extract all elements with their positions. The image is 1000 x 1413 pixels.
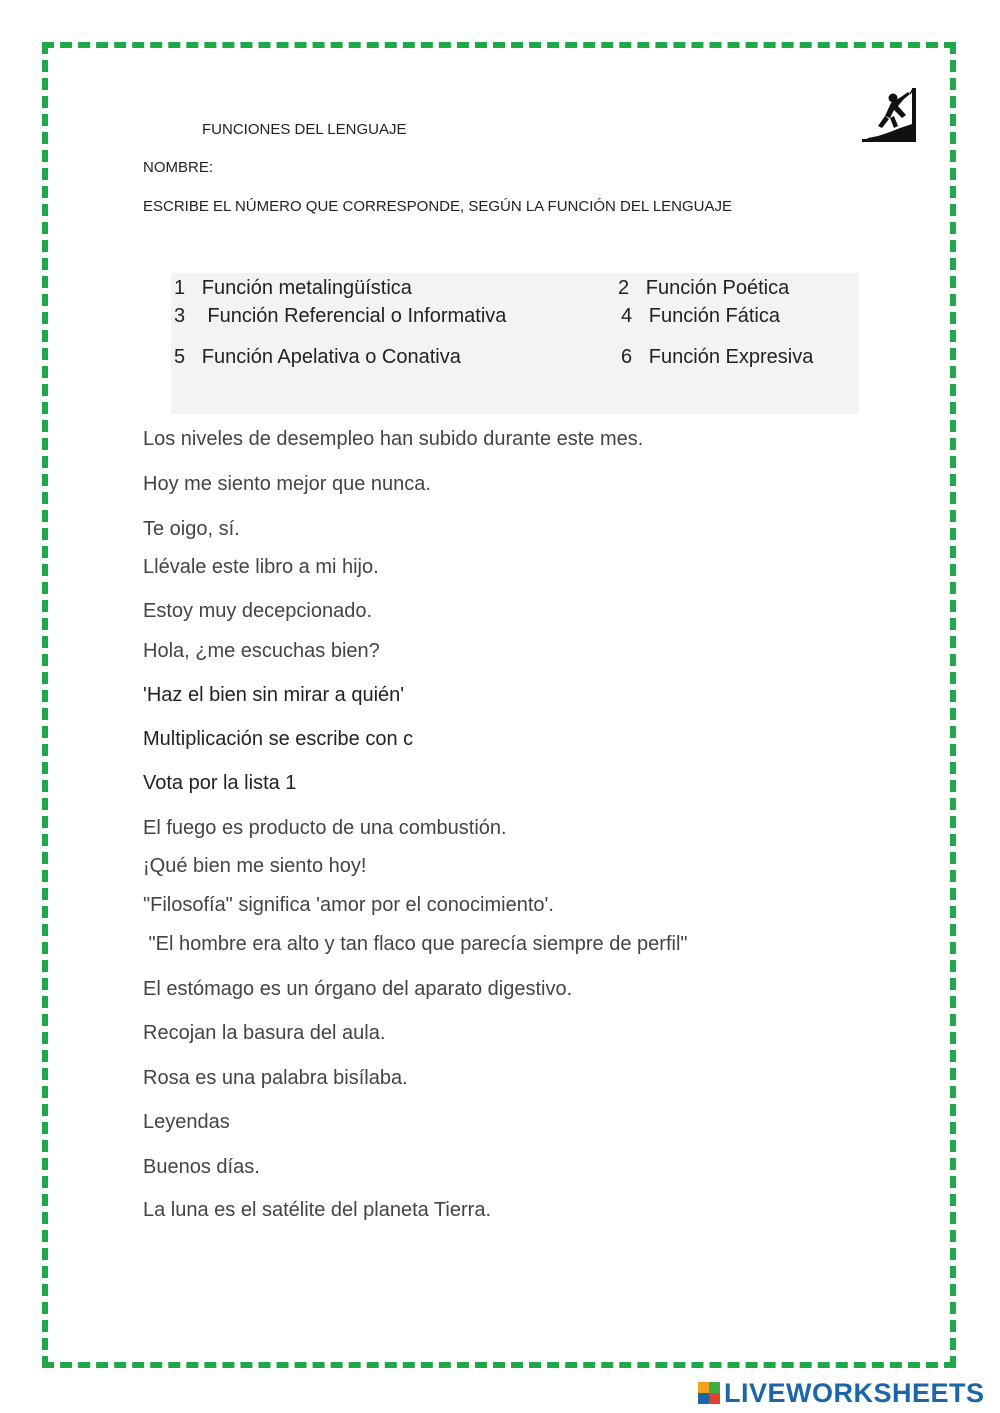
sentence-item: "El hombre era alto y tan flaco que parecía siempre de perfil" <box>143 933 688 955</box>
sentence-item: Rosa es una palabra bisílaba. <box>143 1067 408 1089</box>
sentence-item: Leyendas <box>143 1111 230 1133</box>
sentence-item: Multiplicación se escribe con c <box>143 728 414 750</box>
worksheet-title: FUNCIONES DEL LENGUAJE <box>202 121 407 138</box>
name-label: NOMBRE: <box>143 159 214 176</box>
option-number: 2 <box>618 277 630 299</box>
sentence-item: El fuego es producto de una combustión. <box>143 817 507 839</box>
option-number: 3 <box>174 305 186 327</box>
option-number: 5 <box>174 346 186 368</box>
sentence-item: La luna es el satélite del planeta Tierra. <box>143 1199 491 1221</box>
option-2 <box>618 277 789 300</box>
liveworksheets-logo-icon <box>698 1382 720 1404</box>
option-6 <box>621 346 813 369</box>
option-label: Función Expresiva <box>648 346 814 368</box>
sentence-item: El estómago es un órgano del aparato digestivo. <box>143 978 573 1000</box>
option-3 <box>174 305 506 328</box>
sentence-item: Los niveles de desempleo han subido durante este mes. <box>143 428 644 450</box>
option-label: Función Apelativa o Conativa <box>201 346 461 368</box>
sentence-item: "Filosofía" significa 'amor por el conocimiento'. <box>143 894 554 916</box>
climber-icon <box>860 84 918 144</box>
sentence-item: Hoy me siento mejor que nunca. <box>143 473 431 495</box>
functions-legend <box>171 273 859 414</box>
option-1 <box>174 277 412 300</box>
sentence-item: Llévale este libro a mi hijo. <box>143 556 379 578</box>
option-label: Función metalingüística <box>201 277 412 299</box>
sentence-item: Estoy muy decepcionado. <box>143 600 373 622</box>
option-label: Función Referencial o Informativa <box>207 305 507 327</box>
option-number: 6 <box>621 346 633 368</box>
instructions: ESCRIBE EL NÚMERO QUE CORRESPONDE, SEGÚN LA FUNCIÓN DEL LENGUAJE <box>143 198 733 215</box>
option-label: Función Poética <box>645 277 790 299</box>
sentence-item: 'Haz el bien sin mirar a quién' <box>143 684 405 706</box>
sentence-item: Recojan la basura del aula. <box>143 1022 386 1044</box>
sentence-item: Te oigo, sí. <box>143 518 240 540</box>
option-4 <box>621 305 780 328</box>
sentence-item: ¡Qué bien me siento hoy! <box>143 855 367 877</box>
sentence-item: Buenos días. <box>143 1156 260 1178</box>
sentence-item: Vota por la lista 1 <box>143 772 297 794</box>
option-number: 1 <box>174 277 186 299</box>
option-5 <box>174 346 461 369</box>
option-label: Función Fática <box>648 305 780 327</box>
option-number: 4 <box>621 305 633 327</box>
liveworksheets-footer[interactable] <box>698 1378 985 1408</box>
brand-name: LIVEWORKSHEETS <box>724 1377 985 1408</box>
sentence-item: Hola, ¿me escuchas bien? <box>143 640 380 662</box>
